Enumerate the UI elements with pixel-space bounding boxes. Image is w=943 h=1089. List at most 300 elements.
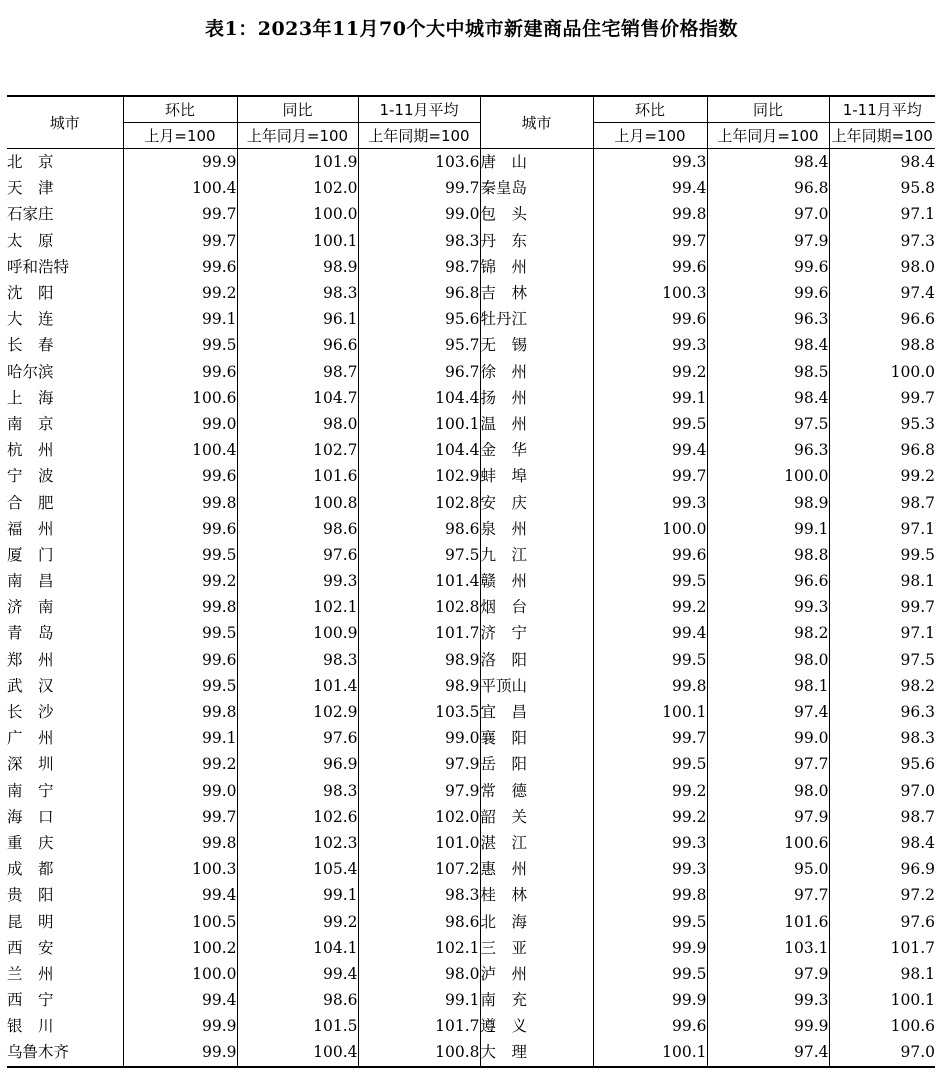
yoy-value-right: 98.0 <box>707 647 829 673</box>
header-mom-left: 环比 <box>123 96 237 123</box>
avg-value-left: 101.7 <box>358 1013 480 1039</box>
mom-value-left: 99.2 <box>123 280 237 306</box>
city-name-left: 沈 阳 <box>7 284 54 303</box>
avg-value-right: 98.2 <box>829 673 935 699</box>
avg-value-right: 99.7 <box>829 385 935 411</box>
avg-value-right: 98.1 <box>829 568 935 594</box>
city-name-left: 深 圳 <box>7 755 54 774</box>
city-name-left: 青 岛 <box>7 624 54 643</box>
table-row <box>7 647 935 673</box>
avg-value-right: 98.8 <box>829 332 935 358</box>
table-row <box>7 1013 935 1039</box>
avg-value-right: 98.3 <box>829 725 935 751</box>
city-name-right: 湛 江 <box>480 830 593 856</box>
yoy-value-right: 97.4 <box>707 699 829 725</box>
table-row <box>7 437 935 463</box>
city-name-right: 温 州 <box>480 411 593 437</box>
table-row <box>7 542 935 568</box>
avg-value-right: 97.1 <box>829 201 935 227</box>
yoy-value-right: 97.9 <box>707 961 829 987</box>
yoy-value-left: 102.9 <box>237 699 358 725</box>
avg-value-right: 98.4 <box>829 149 935 176</box>
table-row <box>7 201 935 227</box>
avg-value-right: 100.6 <box>829 1013 935 1039</box>
mom-value-right: 99.5 <box>593 751 707 777</box>
header-yoy-right: 同比 <box>707 96 829 123</box>
avg-value-left: 95.6 <box>358 306 480 332</box>
yoy-value-right: 99.3 <box>707 594 829 620</box>
city-name-left: 太 原 <box>7 231 54 250</box>
mom-value-right: 99.6 <box>593 306 707 332</box>
mom-value-right: 99.2 <box>593 594 707 620</box>
mom-value-left: 99.8 <box>123 489 237 515</box>
yoy-value-right: 99.3 <box>707 987 829 1013</box>
avg-value-left: 96.8 <box>358 280 480 306</box>
avg-value-left: 99.0 <box>358 725 480 751</box>
yoy-value-left: 105.4 <box>237 856 358 882</box>
city-name-left: 石家庄 <box>7 205 54 224</box>
header-mom-base-right: 上月=100 <box>593 123 707 149</box>
table-row <box>7 725 935 751</box>
mom-value-left: 99.5 <box>123 332 237 358</box>
avg-value-right: 101.7 <box>829 935 935 961</box>
header-avg-left: 1-11月平均 <box>358 96 480 123</box>
yoy-value-left: 101.4 <box>237 673 358 699</box>
city-name-left: 海 口 <box>7 807 54 826</box>
mom-value-left: 99.0 <box>123 411 237 437</box>
mom-value-right: 99.8 <box>593 673 707 699</box>
avg-value-left: 98.3 <box>358 882 480 908</box>
city-name-right: 济 宁 <box>480 620 593 646</box>
yoy-value-right: 100.6 <box>707 830 829 856</box>
mom-value-right: 99.5 <box>593 568 707 594</box>
avg-value-left: 103.5 <box>358 699 480 725</box>
header-avg-right: 1-11月平均 <box>829 96 935 123</box>
table-row <box>7 699 935 725</box>
yoy-value-left: 98.6 <box>237 987 358 1013</box>
city-name-left: 厦 门 <box>7 545 54 564</box>
table-row <box>7 594 935 620</box>
yoy-value-left: 102.6 <box>237 804 358 830</box>
avg-value-right: 97.1 <box>829 516 935 542</box>
yoy-value-left: 101.6 <box>237 463 358 489</box>
avg-value-left: 99.7 <box>358 175 480 201</box>
avg-value-left: 95.7 <box>358 332 480 358</box>
avg-value-left: 102.8 <box>358 489 480 515</box>
city-name-left: 哈尔滨 <box>7 362 54 381</box>
avg-value-right: 95.3 <box>829 411 935 437</box>
mom-value-left: 100.4 <box>123 175 237 201</box>
avg-value-left: 97.9 <box>358 751 480 777</box>
avg-value-left: 104.4 <box>358 385 480 411</box>
table-row <box>7 516 935 542</box>
yoy-value-left: 98.3 <box>237 647 358 673</box>
avg-value-left: 107.2 <box>358 856 480 882</box>
yoy-value-left: 99.2 <box>237 908 358 934</box>
mom-value-right: 99.4 <box>593 620 707 646</box>
avg-value-left: 97.9 <box>358 778 480 804</box>
city-name-right: 无 锡 <box>480 332 593 358</box>
mom-value-right: 99.3 <box>593 332 707 358</box>
table-row <box>7 987 935 1013</box>
avg-value-right: 98.1 <box>829 961 935 987</box>
avg-value-left: 98.6 <box>358 516 480 542</box>
mom-value-left: 99.8 <box>123 699 237 725</box>
yoy-value-right: 98.4 <box>707 149 829 176</box>
mom-value-right: 99.2 <box>593 804 707 830</box>
avg-value-left: 98.9 <box>358 647 480 673</box>
yoy-value-right: 100.0 <box>707 463 829 489</box>
avg-value-left: 101.0 <box>358 830 480 856</box>
mom-value-right: 99.4 <box>593 175 707 201</box>
table-row <box>7 149 935 176</box>
city-name-right: 九 江 <box>480 542 593 568</box>
mom-value-right: 99.6 <box>593 254 707 280</box>
avg-value-left: 99.0 <box>358 201 480 227</box>
mom-value-right: 99.7 <box>593 725 707 751</box>
mom-value-right: 99.3 <box>593 856 707 882</box>
mom-value-left: 99.4 <box>123 882 237 908</box>
yoy-value-left: 102.1 <box>237 594 358 620</box>
avg-value-right: 98.7 <box>829 804 935 830</box>
mom-value-right: 100.1 <box>593 1039 707 1066</box>
mom-value-right: 99.5 <box>593 411 707 437</box>
table-row <box>7 935 935 961</box>
avg-value-right: 97.4 <box>829 280 935 306</box>
city-name-left: 南 京 <box>7 414 54 433</box>
mom-value-right: 99.7 <box>593 228 707 254</box>
table-title: 表1：2023年11月70个大中城市新建商品住宅销售价格指数 <box>205 18 738 40</box>
avg-value-right: 98.0 <box>829 254 935 280</box>
mom-value-right: 100.1 <box>593 699 707 725</box>
avg-value-left: 102.8 <box>358 594 480 620</box>
yoy-value-left: 101.5 <box>237 1013 358 1039</box>
city-name-right: 韶 关 <box>480 804 593 830</box>
table-row <box>7 411 935 437</box>
avg-value-right: 95.8 <box>829 175 935 201</box>
yoy-value-left: 100.1 <box>237 228 358 254</box>
table-row <box>7 1039 935 1066</box>
yoy-value-left: 104.7 <box>237 385 358 411</box>
header-row-bases <box>7 123 935 149</box>
mom-value-left: 99.2 <box>123 568 237 594</box>
yoy-value-right: 98.8 <box>707 542 829 568</box>
yoy-value-left: 98.6 <box>237 516 358 542</box>
yoy-value-right: 103.1 <box>707 935 829 961</box>
yoy-value-right: 99.6 <box>707 280 829 306</box>
yoy-value-right: 97.4 <box>707 1039 829 1066</box>
header-row-groups <box>7 96 935 123</box>
yoy-value-left: 98.3 <box>237 280 358 306</box>
avg-value-right: 100.1 <box>829 987 935 1013</box>
city-name-right: 北 海 <box>480 908 593 934</box>
city-name-left: 郑 州 <box>7 650 54 669</box>
mom-value-right: 99.5 <box>593 961 707 987</box>
mom-value-left: 99.0 <box>123 778 237 804</box>
avg-value-right: 97.0 <box>829 1039 935 1066</box>
mom-value-left: 99.4 <box>123 987 237 1013</box>
yoy-value-right: 98.9 <box>707 489 829 515</box>
city-name-right: 丹 东 <box>480 228 593 254</box>
avg-value-left: 98.3 <box>358 228 480 254</box>
mom-value-right: 100.0 <box>593 516 707 542</box>
city-name-right: 惠 州 <box>480 856 593 882</box>
header-mom-base-left: 上月=100 <box>123 123 237 149</box>
yoy-value-left: 98.9 <box>237 254 358 280</box>
mom-value-right: 99.9 <box>593 987 707 1013</box>
yoy-value-right: 98.1 <box>707 673 829 699</box>
header-avg-base-left: 上年同期=100 <box>358 123 480 149</box>
city-name-left: 福 州 <box>7 519 54 538</box>
table-row <box>7 620 935 646</box>
mom-value-left: 99.6 <box>123 647 237 673</box>
mom-value-right: 99.8 <box>593 882 707 908</box>
yoy-value-left: 97.6 <box>237 542 358 568</box>
avg-value-right: 97.6 <box>829 908 935 934</box>
city-name-left: 天 津 <box>7 179 54 198</box>
city-name-right: 金 华 <box>480 437 593 463</box>
city-name-left: 长 春 <box>7 336 54 355</box>
mom-value-left: 99.2 <box>123 751 237 777</box>
mom-value-right: 99.8 <box>593 201 707 227</box>
city-name-right: 赣 州 <box>480 568 593 594</box>
table-row <box>7 830 935 856</box>
mom-value-right: 100.3 <box>593 280 707 306</box>
mom-value-left: 99.5 <box>123 542 237 568</box>
mom-value-right: 99.7 <box>593 463 707 489</box>
mom-value-left: 100.3 <box>123 856 237 882</box>
mom-value-left: 100.2 <box>123 935 237 961</box>
city-name-left: 南 宁 <box>7 781 54 800</box>
city-name-right: 大 理 <box>480 1039 593 1066</box>
mom-value-right: 99.2 <box>593 359 707 385</box>
yoy-value-right: 98.2 <box>707 620 829 646</box>
header-avg-base-right: 上年同期=100 <box>829 123 935 149</box>
mom-value-left: 99.6 <box>123 254 237 280</box>
city-name-left: 宁 波 <box>7 467 54 486</box>
yoy-value-left: 99.4 <box>237 961 358 987</box>
city-name-right: 蚌 埠 <box>480 463 593 489</box>
yoy-value-right: 97.5 <box>707 411 829 437</box>
avg-value-right: 99.5 <box>829 542 935 568</box>
mom-value-left: 99.6 <box>123 359 237 385</box>
avg-value-left: 100.1 <box>358 411 480 437</box>
header-yoy-left: 同比 <box>237 96 358 123</box>
avg-value-right: 97.0 <box>829 778 935 804</box>
mom-value-right: 99.5 <box>593 908 707 934</box>
price-index-table <box>7 95 935 1068</box>
avg-value-right: 95.6 <box>829 751 935 777</box>
city-name-left: 银 川 <box>7 1017 54 1036</box>
avg-value-left: 104.4 <box>358 437 480 463</box>
avg-value-right: 97.3 <box>829 228 935 254</box>
avg-value-right: 99.7 <box>829 594 935 620</box>
mom-value-left: 100.6 <box>123 385 237 411</box>
table-row <box>7 778 935 804</box>
avg-value-left: 103.6 <box>358 149 480 176</box>
mom-value-left: 99.9 <box>123 149 237 176</box>
city-name-right: 包 头 <box>480 201 593 227</box>
city-name-left: 昆 明 <box>7 912 54 931</box>
avg-value-right: 97.5 <box>829 647 935 673</box>
yoy-value-left: 102.3 <box>237 830 358 856</box>
city-name-right: 宜 昌 <box>480 699 593 725</box>
city-name-left: 兰 州 <box>7 964 54 983</box>
mom-value-right: 99.9 <box>593 935 707 961</box>
avg-value-left: 98.6 <box>358 908 480 934</box>
yoy-value-left: 99.1 <box>237 882 358 908</box>
city-name-right: 牡丹江 <box>480 306 593 332</box>
avg-value-right: 97.1 <box>829 620 935 646</box>
mom-value-left: 100.0 <box>123 961 237 987</box>
table-row <box>7 961 935 987</box>
yoy-value-left: 98.3 <box>237 778 358 804</box>
table-row <box>7 175 935 201</box>
city-name-right: 岳 阳 <box>480 751 593 777</box>
city-name-right: 吉 林 <box>480 280 593 306</box>
table-row <box>7 804 935 830</box>
avg-value-left: 101.4 <box>358 568 480 594</box>
city-name-left: 广 州 <box>7 729 54 748</box>
city-name-left: 杭 州 <box>7 441 54 460</box>
avg-value-left: 98.9 <box>358 673 480 699</box>
avg-value-left: 100.8 <box>358 1039 480 1066</box>
city-name-right: 平顶山 <box>480 673 593 699</box>
city-name-left: 武 汉 <box>7 676 54 695</box>
avg-value-left: 102.1 <box>358 935 480 961</box>
table-row <box>7 673 935 699</box>
city-name-right: 襄 阳 <box>480 725 593 751</box>
city-name-left: 贵 阳 <box>7 886 54 905</box>
yoy-value-right: 97.7 <box>707 882 829 908</box>
yoy-value-left: 100.0 <box>237 201 358 227</box>
city-name-left: 西 安 <box>7 938 54 957</box>
city-name-right: 唐 山 <box>480 149 593 176</box>
city-name-right: 泉 州 <box>480 516 593 542</box>
mom-value-left: 99.9 <box>123 1039 237 1066</box>
table-row <box>7 463 935 489</box>
yoy-value-right: 96.8 <box>707 175 829 201</box>
avg-value-right: 96.8 <box>829 437 935 463</box>
city-name-right: 秦皇岛 <box>480 175 593 201</box>
city-name-left: 济 南 <box>7 598 54 617</box>
city-name-left: 乌鲁木齐 <box>7 1039 123 1066</box>
yoy-value-right: 98.4 <box>707 385 829 411</box>
yoy-value-right: 99.1 <box>707 516 829 542</box>
table-body <box>7 149 935 1067</box>
avg-value-right: 99.2 <box>829 463 935 489</box>
yoy-value-right: 98.5 <box>707 359 829 385</box>
city-name-right: 泸 州 <box>480 961 593 987</box>
mom-value-right: 99.2 <box>593 778 707 804</box>
city-name-right: 锦 州 <box>480 254 593 280</box>
mom-value-left: 99.9 <box>123 1013 237 1039</box>
city-name-right: 常 德 <box>480 778 593 804</box>
yoy-value-left: 102.7 <box>237 437 358 463</box>
mom-value-left: 99.5 <box>123 673 237 699</box>
header-yoy-base-right: 上年同月=100 <box>707 123 829 149</box>
yoy-value-left: 100.9 <box>237 620 358 646</box>
avg-value-left: 96.7 <box>358 359 480 385</box>
table-row <box>7 332 935 358</box>
yoy-value-left: 104.1 <box>237 935 358 961</box>
yoy-value-right: 96.3 <box>707 306 829 332</box>
city-name-left: 呼和浩特 <box>7 257 70 276</box>
mom-value-right: 99.6 <box>593 1013 707 1039</box>
yoy-value-left: 96.1 <box>237 306 358 332</box>
city-name-right: 烟 台 <box>480 594 593 620</box>
city-name-left: 合 肥 <box>7 493 54 512</box>
mom-value-left: 99.7 <box>123 804 237 830</box>
yoy-value-right: 98.0 <box>707 778 829 804</box>
avg-value-left: 101.7 <box>358 620 480 646</box>
table-row <box>7 489 935 515</box>
mom-value-right: 99.1 <box>593 385 707 411</box>
mom-value-left: 99.7 <box>123 201 237 227</box>
mom-value-right: 99.3 <box>593 489 707 515</box>
city-name-right: 南 充 <box>480 987 593 1013</box>
city-name-left: 南 昌 <box>7 572 54 591</box>
avg-value-right: 96.3 <box>829 699 935 725</box>
city-name-left: 西 宁 <box>7 991 54 1010</box>
city-name-left: 北 京 <box>7 153 54 172</box>
yoy-value-left: 101.9 <box>237 149 358 176</box>
avg-value-left: 102.0 <box>358 804 480 830</box>
avg-value-left: 102.9 <box>358 463 480 489</box>
table-row <box>7 306 935 332</box>
avg-value-right: 100.0 <box>829 359 935 385</box>
yoy-value-left: 96.6 <box>237 332 358 358</box>
mom-value-left: 99.1 <box>123 306 237 332</box>
yoy-value-left: 99.3 <box>237 568 358 594</box>
table-row <box>7 751 935 777</box>
table-row <box>7 228 935 254</box>
yoy-value-right: 98.4 <box>707 332 829 358</box>
yoy-value-right: 97.9 <box>707 228 829 254</box>
mom-value-right: 99.5 <box>593 647 707 673</box>
yoy-value-left: 98.7 <box>237 359 358 385</box>
avg-value-right: 96.9 <box>829 856 935 882</box>
table-row <box>7 882 935 908</box>
mom-value-left: 99.8 <box>123 594 237 620</box>
mom-value-right: 99.3 <box>593 149 707 176</box>
city-name-right: 遵 义 <box>480 1013 593 1039</box>
table-row <box>7 359 935 385</box>
table-row <box>7 254 935 280</box>
yoy-value-left: 96.9 <box>237 751 358 777</box>
city-name-right: 安 庆 <box>480 489 593 515</box>
yoy-value-right: 99.0 <box>707 725 829 751</box>
city-name-left: 长 沙 <box>7 703 54 722</box>
city-name-left: 成 都 <box>7 860 54 879</box>
yoy-value-right: 96.6 <box>707 568 829 594</box>
header-city-left: 城市 <box>7 96 123 149</box>
yoy-value-left: 100.8 <box>237 489 358 515</box>
avg-value-left: 98.7 <box>358 254 480 280</box>
yoy-value-right: 96.3 <box>707 437 829 463</box>
table-row <box>7 385 935 411</box>
mom-value-left: 99.6 <box>123 463 237 489</box>
avg-value-left: 98.0 <box>358 961 480 987</box>
mom-value-right: 99.4 <box>593 437 707 463</box>
city-name-right: 徐 州 <box>480 359 593 385</box>
mom-value-left: 100.5 <box>123 908 237 934</box>
mom-value-left: 99.6 <box>123 516 237 542</box>
header-mom-right: 环比 <box>593 96 707 123</box>
yoy-value-right: 97.9 <box>707 804 829 830</box>
yoy-value-right: 95.0 <box>707 856 829 882</box>
yoy-value-right: 101.6 <box>707 908 829 934</box>
